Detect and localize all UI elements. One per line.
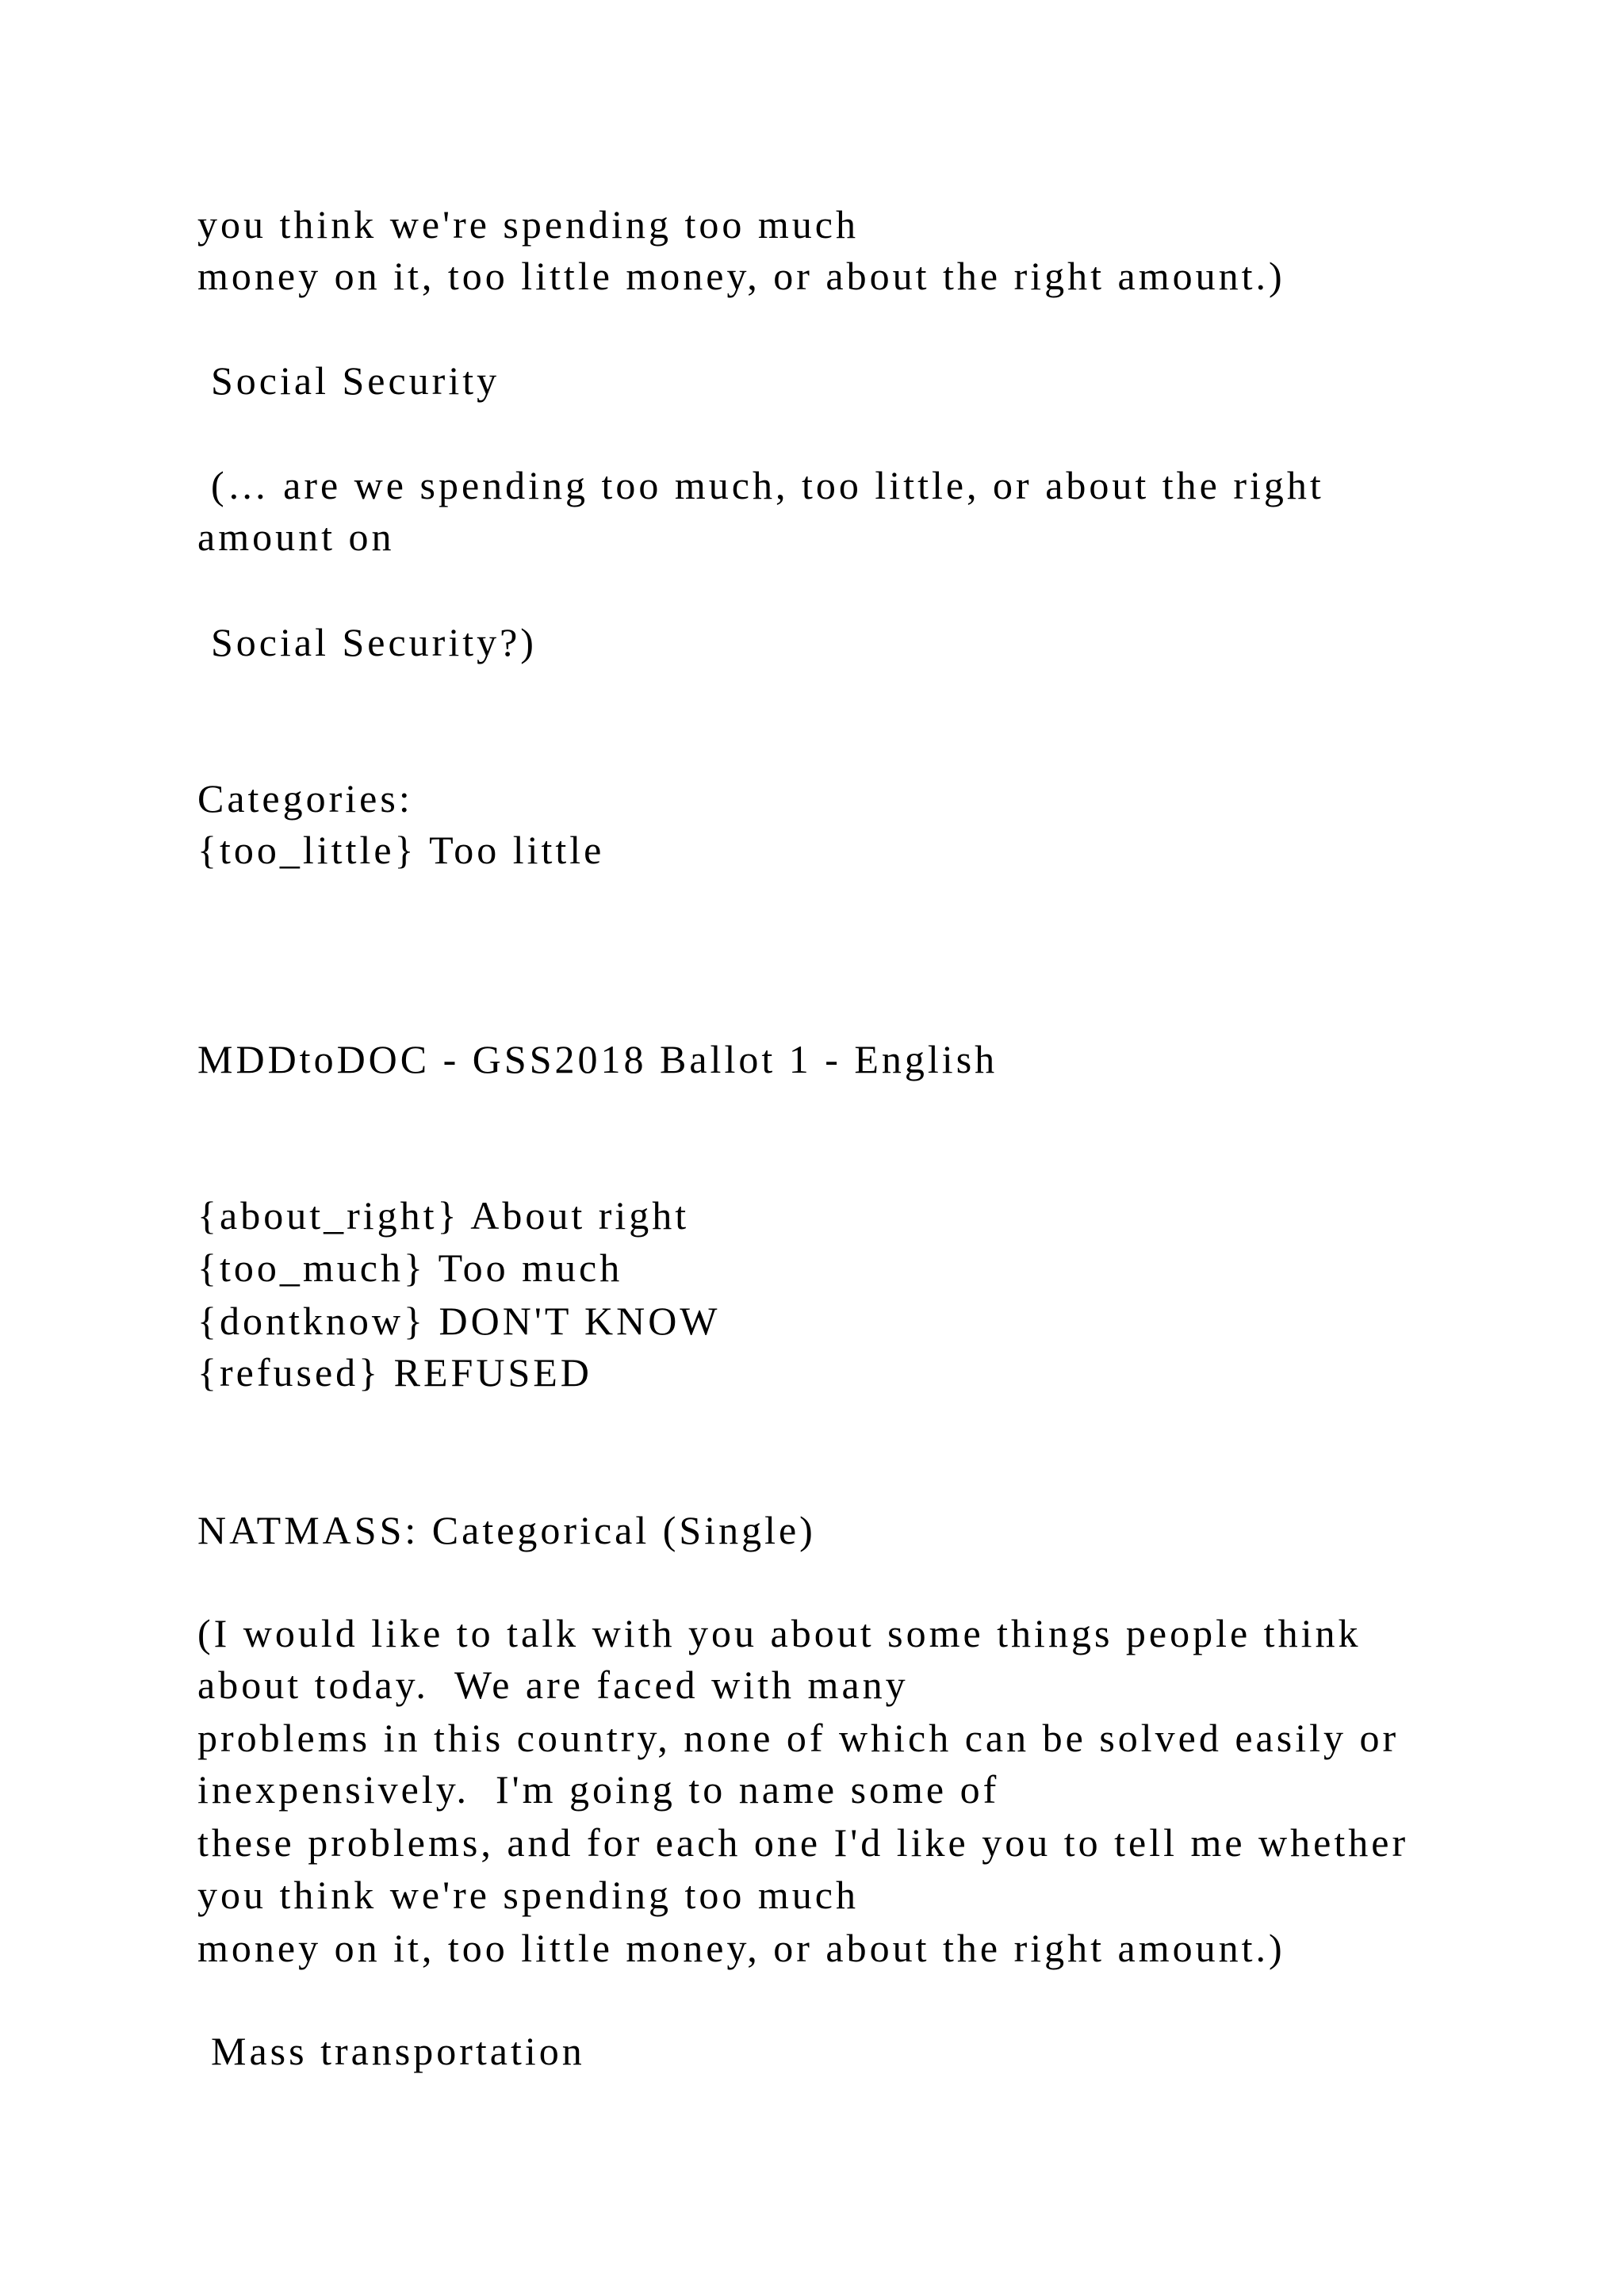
natmass-intro-line: money on it, too little money, or about the right amount.) — [197, 1926, 1285, 1970]
natmass-heading: NATMASS: Categorical (Single) — [197, 1508, 816, 1552]
natmass-intro-line: inexpensively. I'm going to name some of — [197, 1767, 1000, 1812]
category-option: {too_little} Too little — [197, 828, 605, 872]
intro-line: money on it, too little money, or about the right amount.) — [197, 254, 1285, 298]
natmass-intro-line: (I would like to talk with you about some things people think — [197, 1611, 1362, 1655]
category-option: {too_much} Too much — [197, 1246, 623, 1290]
natsoc-question-line: amount on — [197, 515, 395, 559]
page-footer: MDDtoDOC - GSS2018 Ballot 1 - English — [197, 1037, 998, 1081]
natsoc-item-label: Social Security — [211, 358, 500, 403]
natsoc-question-item: Social Security?) — [211, 620, 537, 664]
natsoc-question-line: (… are we spending too much, too little, or about the right — [211, 463, 1324, 507]
category-option: {dontknow} DON'T KNOW — [197, 1299, 721, 1343]
natmass-intro-line: about today. We are faced with many — [197, 1663, 909, 1707]
natmass-item-label: Mass transportation — [211, 2029, 585, 2073]
intro-line: you think we're spending too much — [197, 202, 859, 247]
natmass-intro-line: problems in this country, none of which can be solved easily or — [197, 1716, 1400, 1760]
natmass-intro-line: these problems, and for each one I'd like you to tell me whether — [197, 1820, 1409, 1865]
natmass-intro-line: you think we're spending too much — [197, 1873, 859, 1917]
category-option: {about_right} About right — [197, 1193, 690, 1238]
category-option: {refused} REFUSED — [197, 1350, 592, 1395]
categories-heading: Categories: — [197, 776, 413, 821]
